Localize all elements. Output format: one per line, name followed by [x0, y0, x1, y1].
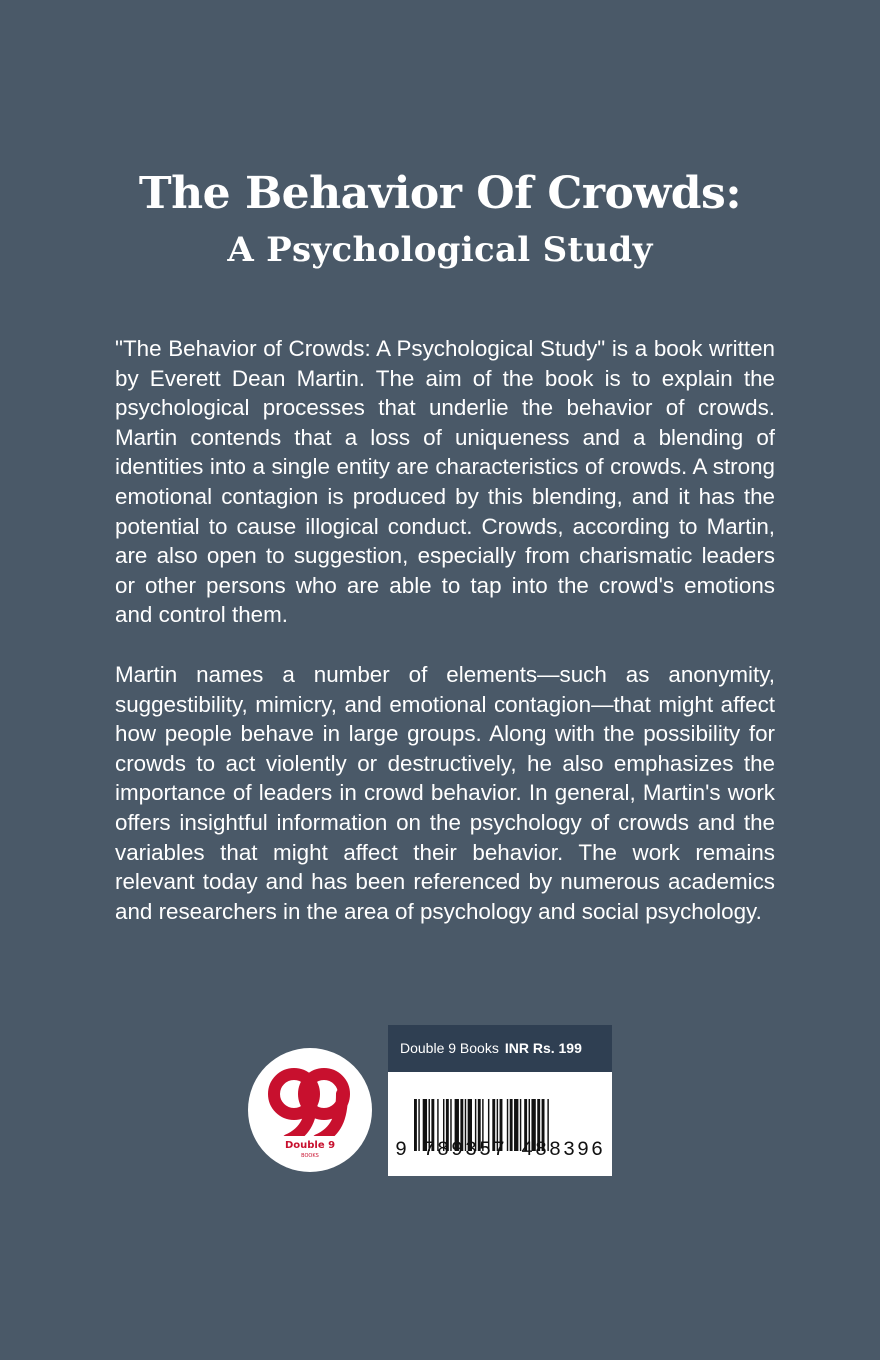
- isbn-number: 9 789357 488396: [394, 1139, 606, 1162]
- price-label: INR Rs. 199: [504, 1040, 582, 1056]
- publisher-name: Double 9 Books: [400, 1040, 499, 1056]
- price-barcode-box: [388, 1025, 612, 1176]
- svg-text:BOOKS: BOOKS: [301, 1153, 319, 1159]
- blurb-paragraph-1: "The Behavior of Crowds: A Psychological Study" is a book written by Everett Dean Martin. The aim of the book is to explain the psychological processes that underlie the behavior of crowds. Martin contends that a loss of uniqueness and a blending of identities into a single entity are characteristics of crowds. A strong emotional contagion is produced by this blending, and it has the potential to cause illogical conduct. Crowds, according to Martin, are also open to suggestion, especially from charismatic leaders or other persons who are able to tap into the crowd's emotions and control them.: [115, 336, 775, 628]
- double9-logo: [248, 1048, 372, 1172]
- title-block: [0, 168, 880, 272]
- book-title: The Behavior Of Crowds:: [138, 168, 742, 219]
- book-subtitle: A Psychological Study: [227, 230, 653, 270]
- double9-logo-icon: [248, 1048, 372, 1172]
- blurb-paragraph-2: Martin names a number of elements—such as anonymity, suggestibility, mimicry, and emotional contagion—that might affect how people behave in large groups. Along with the possibility for crowds to act violently or destructively, he also emphasizes the importance of leaders in crowd behavior. In general, Martin's work offers insightful information on the psychology of crowds and the variables that might affect their behavior. The work remains relevant today and has been referenced by numerous academics and researchers in the area of psychology and social psychology.: [115, 662, 775, 924]
- price-bar: [388, 1025, 612, 1072]
- svg-text:Double 9: Double 9: [284, 1140, 336, 1151]
